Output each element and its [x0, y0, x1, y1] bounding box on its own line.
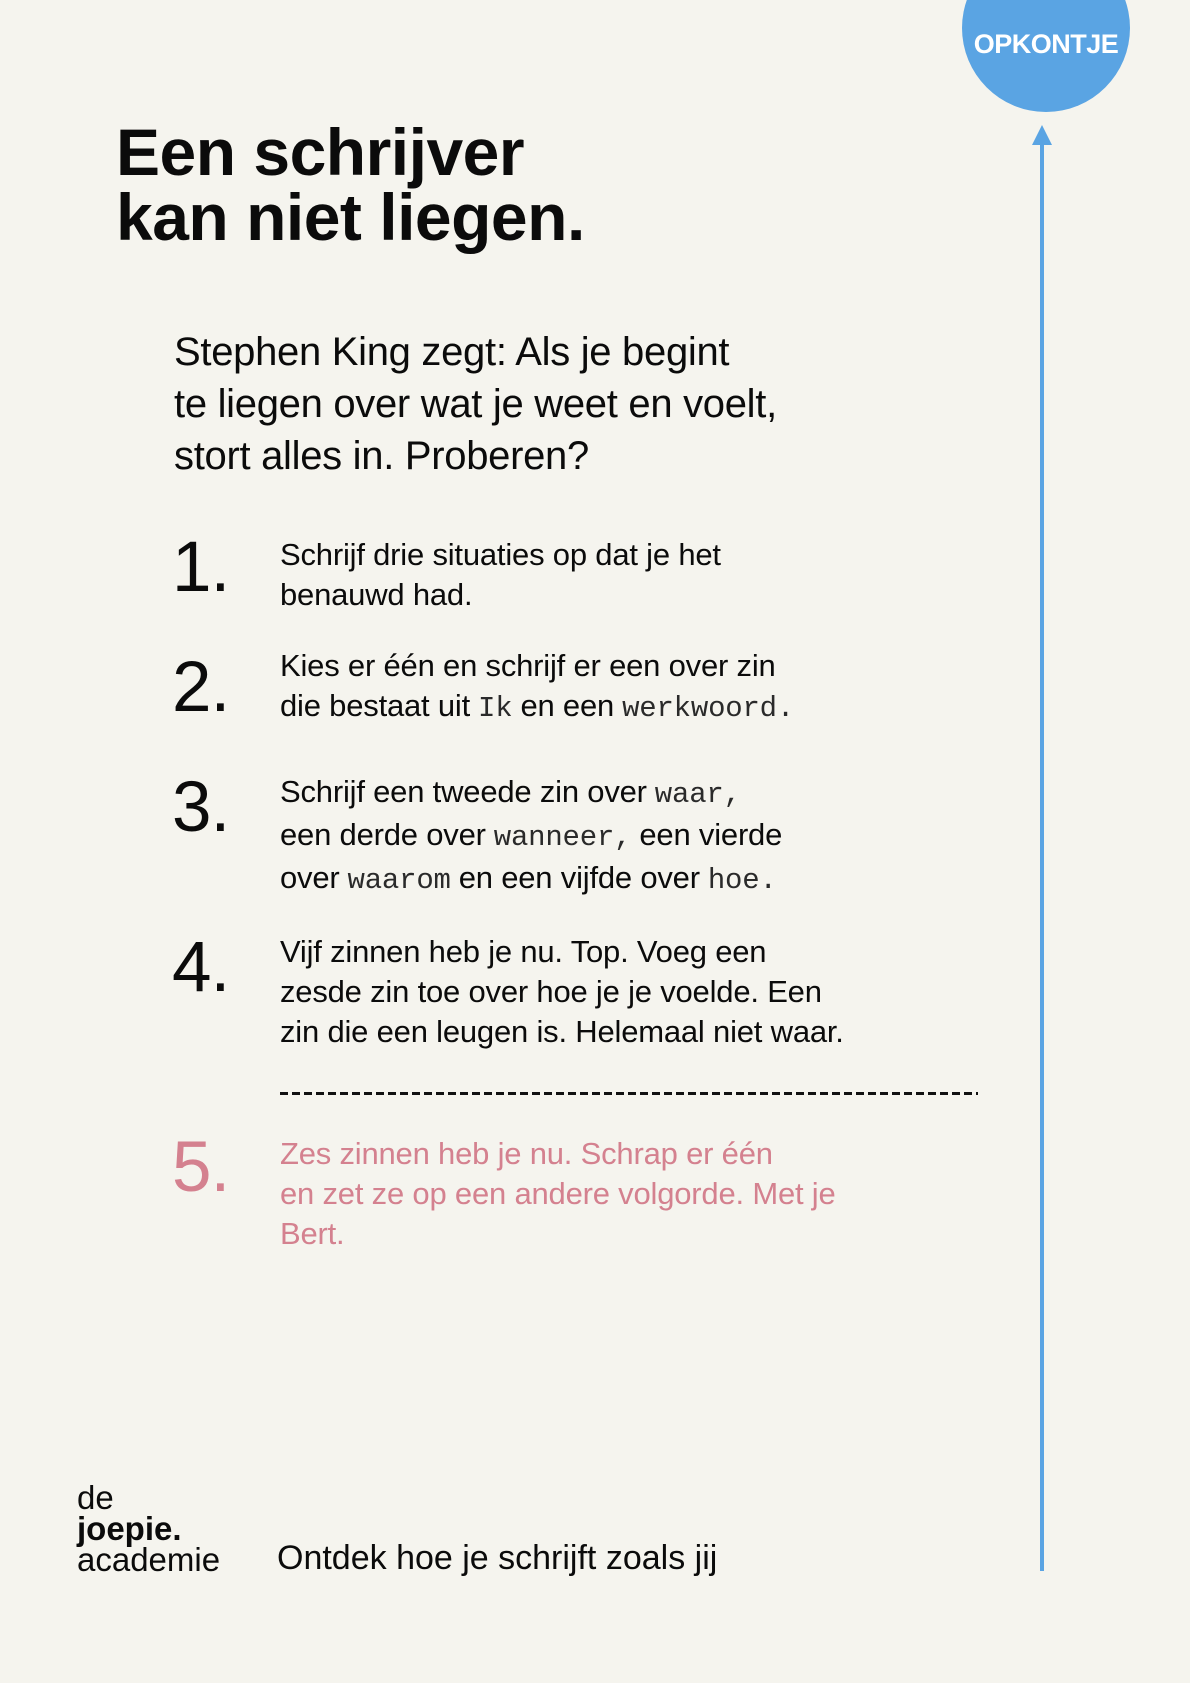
step-line: zin die een leugen is. Helemaal niet waar.	[280, 1014, 844, 1049]
step-line: over waarom en een vijfde over hoe.	[280, 860, 777, 897]
step-number: 5.	[172, 1128, 230, 1207]
step-text	[280, 932, 844, 1052]
step-number: 3.	[172, 768, 230, 847]
mono-word: waarom	[347, 864, 451, 897]
mono-word: Ik	[478, 692, 513, 725]
step-line: Bert.	[280, 1216, 345, 1251]
step-line: Vijf zinnen heb je nu. Top. Voeg een	[280, 934, 767, 969]
mono-word: wanneer,	[493, 821, 632, 854]
step-text	[280, 535, 721, 615]
intro-line-3: stort alles in. Proberen?	[174, 434, 589, 478]
step-line: Schrijf drie situaties op dat je het	[280, 537, 721, 572]
intro-line-1: Stephen King zegt: Als je begint	[174, 330, 730, 374]
step-line: die bestaat uit Ik en een werkwoord.	[280, 688, 795, 725]
intro-paragraph	[174, 326, 777, 482]
step-number: 4.	[172, 928, 230, 1007]
step-line: Kies er één en schrijf er een over zin	[280, 648, 776, 683]
step-number: 2.	[172, 648, 230, 727]
opkontje-badge	[962, 0, 1130, 112]
title-line-1: Een schrijver	[116, 115, 525, 189]
step-line: Zes zinnen heb je nu. Schrap er één	[280, 1136, 773, 1171]
step-text	[280, 646, 794, 729]
logo-line-2: joepie.	[77, 1510, 182, 1547]
logo-line-1: de	[77, 1479, 114, 1516]
step-line: een derde over wanneer, een vierde	[280, 817, 783, 854]
footer-tagline: Ontdek hoe je schrijft zoals jij	[277, 1539, 718, 1577]
page-title	[116, 115, 585, 254]
badge-label: OPKONTJE	[973, 29, 1119, 59]
step-line: benauwd had.	[280, 577, 473, 612]
step-text	[280, 772, 782, 901]
mono-word: werkwoord.	[622, 692, 795, 725]
mono-word: hoe.	[707, 864, 777, 897]
title-line-2: kan niet liegen.	[116, 180, 585, 254]
logo-line-3: academie	[77, 1541, 221, 1578]
joepie-academie-logo	[77, 1479, 221, 1578]
intro-line-2: te liegen over wat je weet en voelt,	[174, 382, 777, 426]
step-line: zesde zin toe over hoe je je voelde. Een	[280, 974, 822, 1009]
step-line: Schrijf een tweede zin over waar,	[280, 774, 741, 811]
vertical-arrow-line	[1040, 140, 1044, 1571]
step-line: en zet ze op een andere volgorde. Met je	[280, 1176, 836, 1211]
step-text	[280, 1134, 836, 1254]
mono-word: waar,	[654, 778, 741, 811]
step-number: 1.	[172, 528, 230, 607]
dashed-divider	[280, 1092, 978, 1095]
